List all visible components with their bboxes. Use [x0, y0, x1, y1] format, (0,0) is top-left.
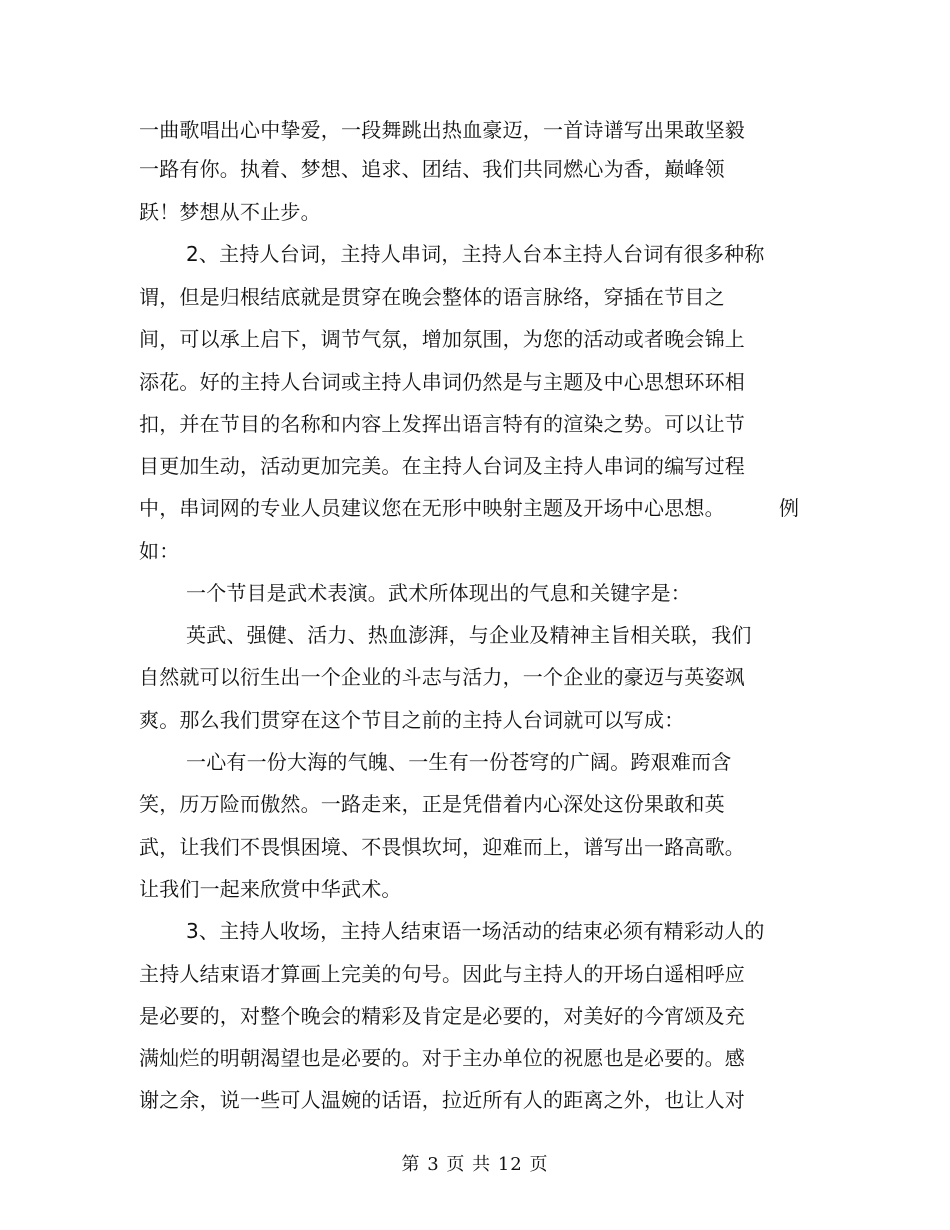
text-line: 跃！梦想从不止步。: [139, 200, 321, 224]
text-line: 一个节目是武术表演。武术所体现出的气息和关键字是：: [186, 581, 691, 605]
text-line: 满灿烂的明朝渴望也是必要的。对于主办单位的祝愿也是必要的。感: [139, 1046, 745, 1070]
text-line: 添花。好的主持人台词或主持人串词仍然是与主题及中心思想环环相: [139, 370, 745, 394]
page-footer: 第 3 页 共 12 页: [401, 1154, 549, 1175]
text-line: 笑，历万险而傲然。一路走来，正是凭借着内心深处这份果敢和英: [139, 792, 725, 816]
text-line: 一路有你。执着、梦想、追求、团结、我们共同燃心为香，巅峰领: [139, 157, 725, 181]
text-line: 英武、强健、活力、热血澎湃，与企业及精神主旨相关联，我们: [186, 623, 752, 647]
text-line: 爽。那么我们贯穿在这个节目之前的主持人台词就可以写成：: [139, 708, 685, 732]
text-line: 目更加生动，活动更加完美。在主持人台词及主持人串词的编写过程: [139, 454, 745, 478]
text-line: 一心有一份大海的气魄、一生有一份苍穹的广阔。跨艰难而含: [186, 750, 732, 774]
text-line: 如：: [139, 539, 180, 563]
text-line: 自然就可以衍生出一个企业的斗志与活力，一个企业的豪迈与英姿飒: [139, 665, 745, 689]
text-line: 让我们一起来欣赏中华武术。: [139, 877, 402, 901]
text-line: 中，串词网的专业人员建议您在无形中映射主题及开场中心思想。: [139, 496, 725, 520]
text-line: 2、主持人台词，主持人串词，主持人台本主持人台词有很多种称: [186, 242, 765, 266]
text-line: 一曲歌唱出心中挚爱，一段舞跳出热血豪迈，一首诗谱写出果敢坚毅: [139, 118, 745, 142]
text-line: 谓，但是归根结底就是贯穿在晚会整体的语言脉络，穿插在节目之: [139, 285, 725, 309]
text-line: 主持人结束语才算画上完美的句号。因此与主持人的开场白遥相呼应: [139, 962, 745, 986]
text-line: 扣，并在节目的名称和内容上发挥出语言特有的渲染之势。可以让节: [139, 412, 745, 436]
text-line: 间，可以承上启下，调节气氛，增加氛围，为您的活动或者晚会锦上: [139, 327, 745, 351]
text-line: 3、主持人收场，主持人结束语一场活动的结束必须有精彩动人的: [186, 919, 765, 943]
text-line: 谢之余，说一些可人温婉的话语，拉近所有人的距离之外，也让人对: [139, 1088, 745, 1112]
text-line: 是必要的，对整个晚会的精彩及肯定是必要的，对美好的今宵颂及充: [139, 1004, 745, 1028]
text-line-tail: 例: [779, 496, 799, 520]
text-line: 武，让我们不畏惧困境、不畏惧坎坷，迎难而上，谱写出一路高歌。: [139, 835, 745, 859]
